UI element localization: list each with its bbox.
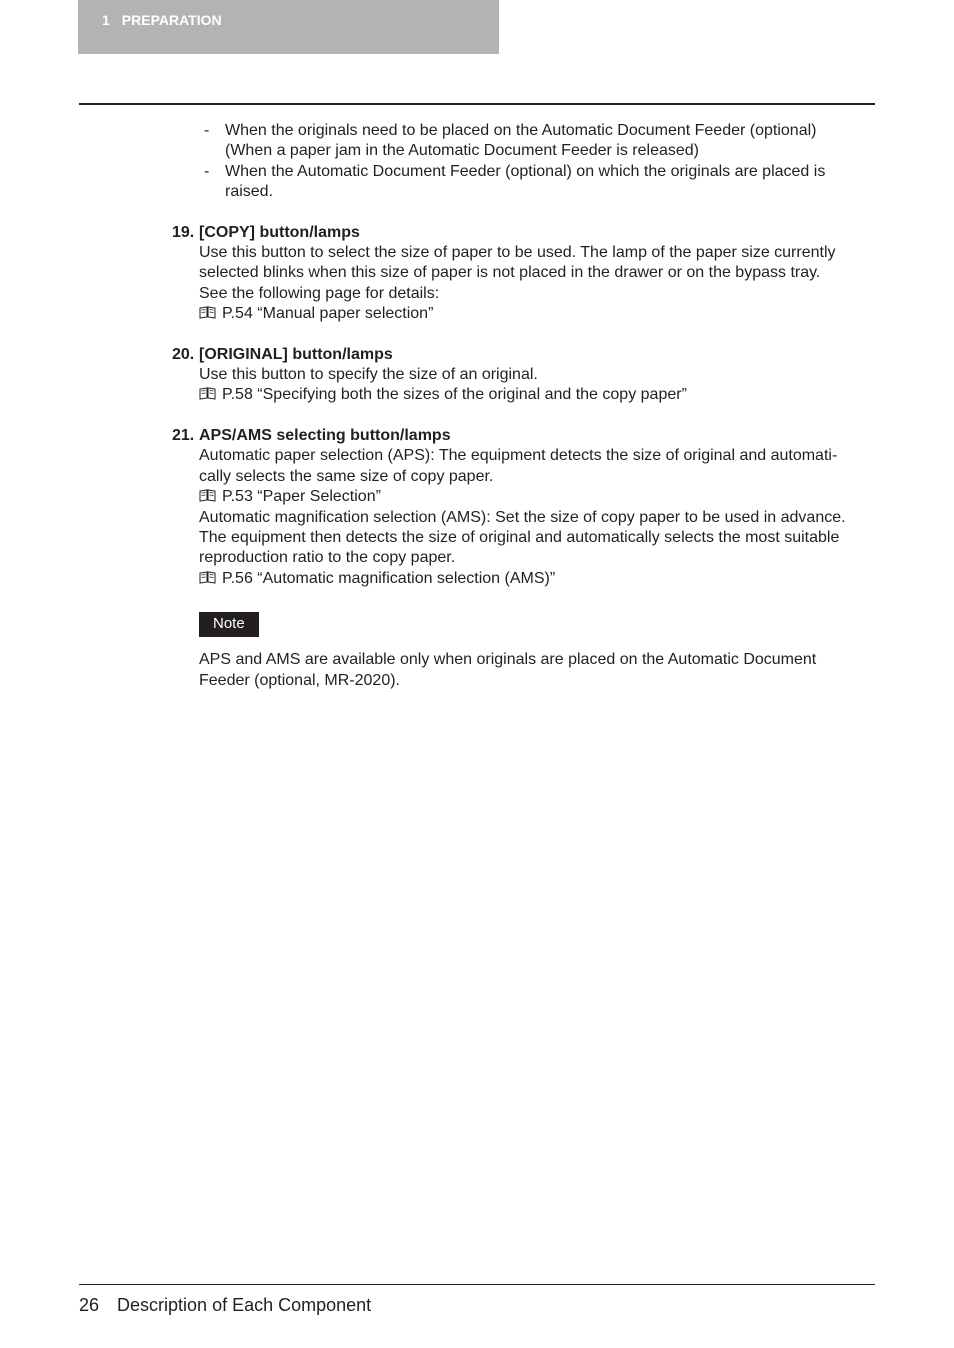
- page-footer: [79, 1295, 371, 1316]
- book-icon: [199, 571, 216, 584]
- item-20-heading: [0, 345, 954, 365]
- item-21-section: [0, 426, 954, 589]
- item-19-heading: [0, 223, 954, 243]
- cross-reference[interactable]: [0, 304, 954, 324]
- description-line: See the following page for details:: [199, 284, 440, 302]
- list-item: [0, 121, 865, 162]
- cross-reference[interactable]: [0, 569, 954, 589]
- description-line: cally selects the same size of copy paper.: [199, 467, 494, 485]
- list-item-line: (When a paper jam in the Automatic Document Feeder is released): [225, 142, 700, 160]
- book-icon: [199, 387, 216, 400]
- cross-reference[interactable]: [0, 385, 954, 405]
- item-title: [ORIGINAL] button/lamps: [199, 345, 393, 363]
- aps-description: [0, 446, 874, 487]
- description-line: Automatic paper selection (APS): The equipment detects the size of original and automati-: [199, 447, 838, 465]
- reference-text: P.58 “Specifying both the sizes of the original and the copy paper”: [222, 386, 687, 404]
- item-title: [COPY] button/lamps: [199, 223, 360, 241]
- ams-description: [0, 508, 874, 569]
- list-item-line: When the originals need to be placed on the Automatic Document Feeder (optional): [225, 122, 817, 139]
- reference-text: P.54 “Manual paper selection”: [222, 305, 434, 323]
- item-20-description: [0, 365, 874, 385]
- description-line: reproduction ratio to the copy paper.: [199, 549, 456, 567]
- reference-text: P.56 “Automatic magnification selection (AMS)”: [222, 569, 556, 587]
- note-label: Note: [199, 612, 259, 637]
- dash-bullet: -: [204, 122, 210, 139]
- bottom-divider: [79, 1284, 875, 1285]
- description-line: Use this button to specify the size of an original.: [199, 366, 538, 384]
- item-number: 19.: [172, 223, 195, 241]
- page-number: 26: [79, 1295, 100, 1315]
- description-line: Automatic magnification selection (AMS): Set the size of copy paper to be used in advance.: [199, 508, 846, 526]
- chapter-header-band: [78, 0, 499, 54]
- description-line: The equipment then detects the size of original and automatically selects the most suitable: [199, 528, 840, 546]
- list-item-line: raised.: [225, 183, 274, 201]
- dash-bullet: -: [204, 162, 210, 180]
- cross-reference[interactable]: [0, 487, 954, 507]
- chapter-title: PREPARATION: [121, 12, 222, 28]
- chapter-label: [102, 12, 222, 28]
- chapter-number: 1: [102, 12, 110, 28]
- intro-list: [0, 121, 954, 203]
- page-content: [0, 121, 954, 691]
- book-icon: [199, 489, 216, 502]
- list-item-line: When the Automatic Document Feeder (optional) on which the originals are placed is: [225, 162, 826, 180]
- list-item: [0, 162, 865, 203]
- note-line: Feeder (optional, MR-2020).: [199, 671, 400, 689]
- top-divider: [79, 103, 875, 105]
- item-number: 21.: [172, 426, 195, 444]
- item-19-description: [0, 243, 874, 304]
- footer-section-title: Description of Each Component: [117, 1295, 372, 1315]
- description-line: selected blinks when this size of paper is not placed in the drawer or on the bypass tray.: [199, 264, 821, 282]
- note-line: APS and AMS are available only when originals are placed on the Automatic Document: [199, 651, 817, 669]
- description-line: Use this button to select the size of paper to be used. The lamp of the paper size currently: [199, 244, 836, 262]
- book-icon: [199, 306, 216, 319]
- reference-text: P.53 “Paper Selection”: [222, 488, 381, 506]
- item-number: 20.: [172, 345, 195, 363]
- item-title: APS/AMS selecting button/lamps: [199, 426, 451, 444]
- note-text: [0, 650, 874, 691]
- item-21-heading: [0, 426, 954, 446]
- item-19-section: [0, 223, 954, 325]
- item-20-section: [0, 345, 954, 406]
